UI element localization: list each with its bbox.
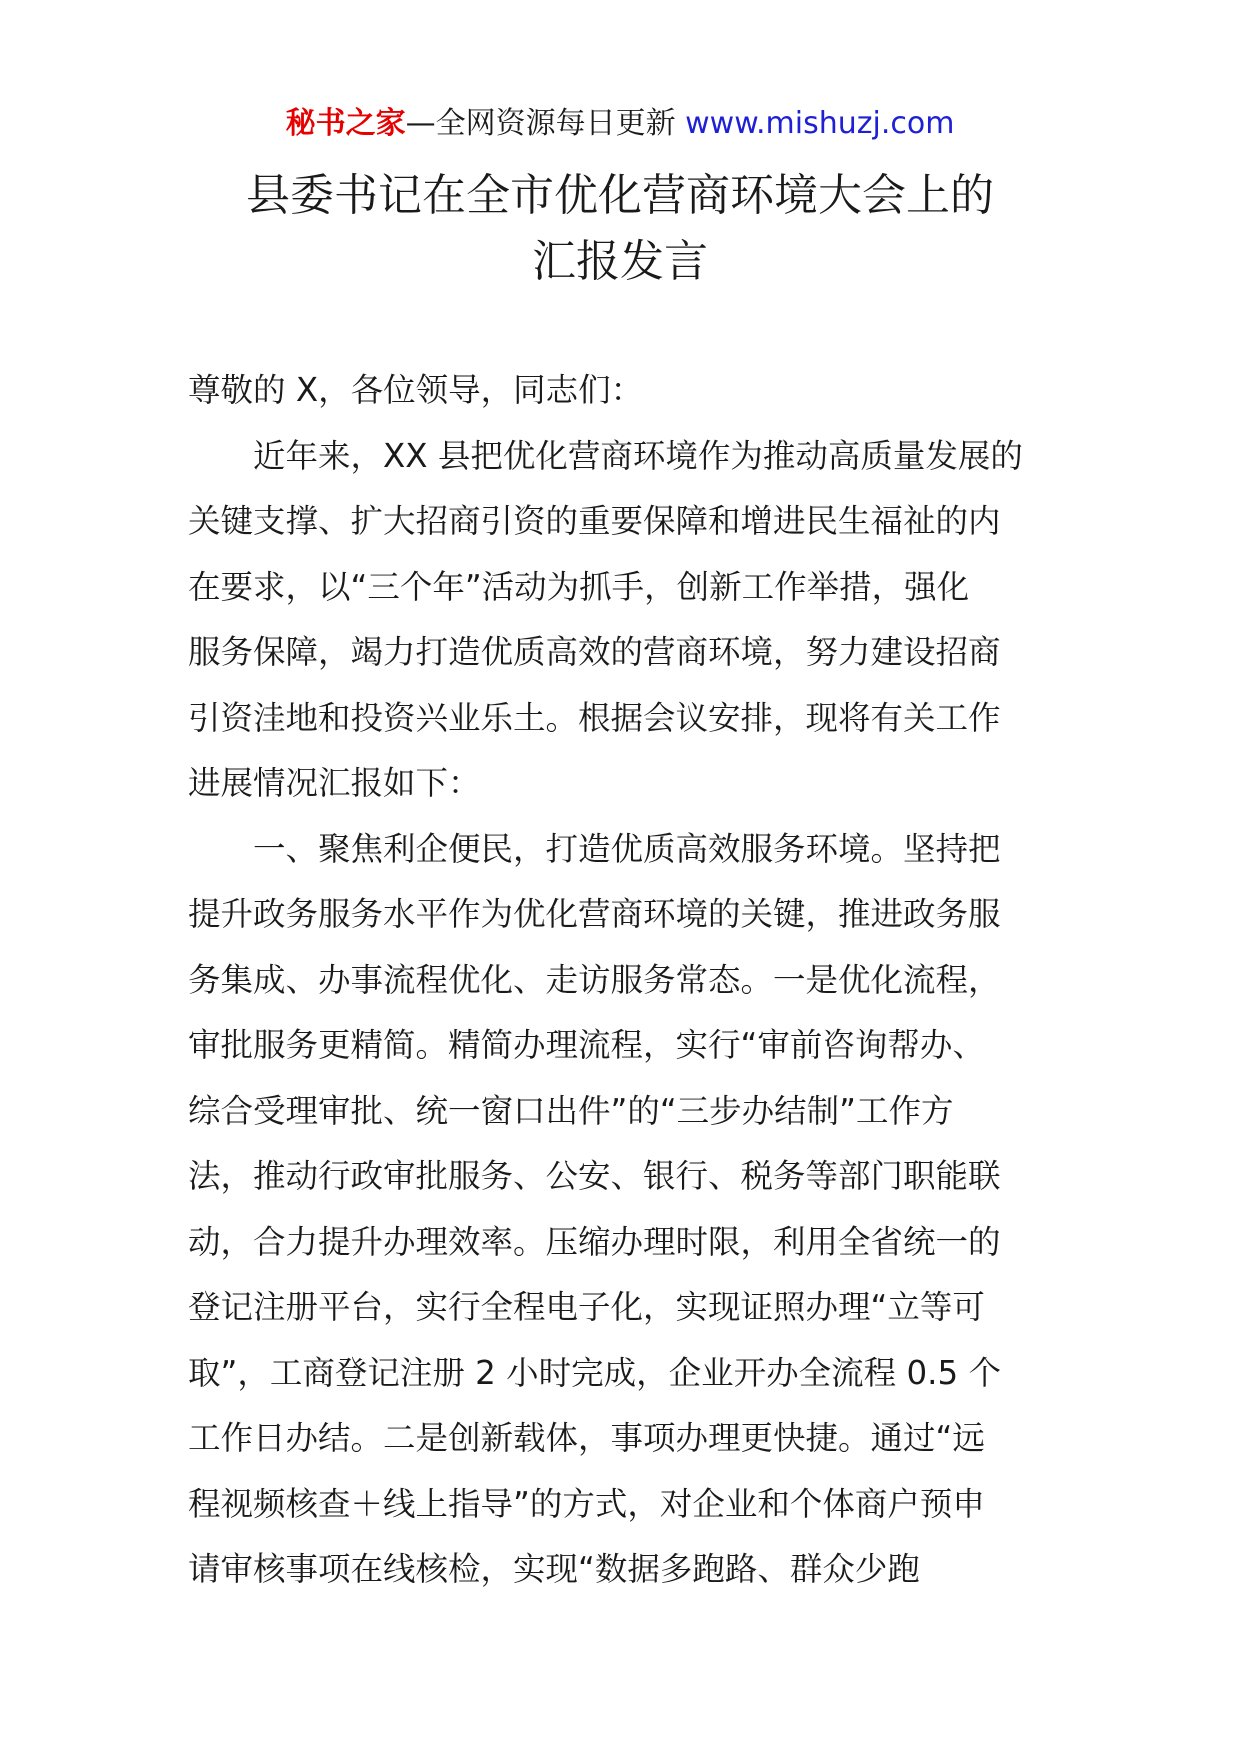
banner-tagline: —全网资源每日更新 [405,106,686,141]
document-title [0,163,1240,295]
body-line: 程视频核查＋线上指导”的方式，对企业和个体商户预申 [188,1484,985,1523]
brand-name: 秘书之家 [285,106,406,141]
body-line: 务集成、办事流程优化、走访服务常态。一是优化流程， [188,960,1001,999]
body-line: 登记注册平台，实行全程电子化，实现证照办理“立等可 [188,1288,985,1326]
body-line: 提升政务服务水平作为优化营商环境的关键，推进政务服 [188,895,1001,933]
site-banner [0,104,1240,144]
body-line: 引资洼地和投资兴业乐土。根据会议安排，现将有关工作 [188,698,1001,737]
body-line: 近年来，XX 县把优化营商环境作为推动高质量发展的 [188,436,1023,475]
body-line: 工作日办结。二是创新载体，事项办理更快捷。通过“远 [188,1419,985,1457]
body-line: 动，合力提升办理效率。压缩办理时限，利用全省统一的 [188,1222,1001,1261]
salutation: 尊敬的 X，各位领导，同志们： [188,371,644,409]
section-heading-line: 一、聚焦利企便民，打造优质高效服务环境。坚持把 [188,829,1001,868]
title-line-2: 汇报发言 [532,236,708,287]
body-line: 审批服务更精简。精简办理流程，实行“审前咨询帮办、 [188,1026,985,1064]
body-line: 请审核事项在线核检，实现“数据多跑路、群众少跑 [188,1550,920,1588]
site-url-link[interactable]: www.mishuzj.com [685,106,955,141]
document-body [188,358,1054,1603]
body-line: 综合受理审批、统一窗口出件”的“三步办结制”工作方 [188,1091,954,1130]
body-line: 关键支撑、扩大招商引资的重要保障和增进民生福祉的内 [188,502,1001,540]
body-line: 法，推动行政审批服务、公安、银行、税务等部门职能联 [188,1157,1001,1195]
title-line-1: 县委书记在全市优化营商环境大会上的 [246,170,994,221]
body-line: 在要求，以“三个年”活动为抓手，创新工作举措，强化 [188,567,970,606]
body-line: 取”，工商登记注册 2 小时完成，企业开办全流程 0.5 个 [188,1353,1002,1392]
body-line: 服务保障，竭力打造优质高效的营商环境，努力建设招商 [188,633,1001,671]
body-line: 进展情况汇报如下： [188,764,481,802]
